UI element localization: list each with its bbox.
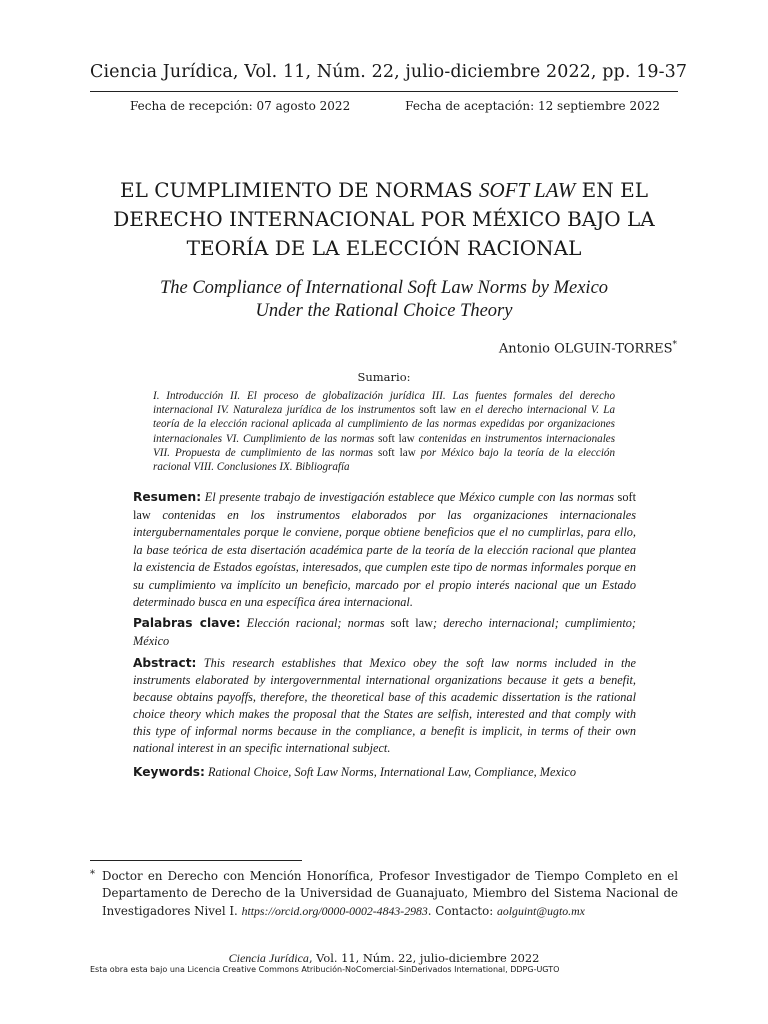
keywords-paragraph bbox=[133, 764, 636, 782]
author-first-name: Antonio bbox=[498, 341, 555, 357]
title-italic-soft-law: SOFT LAW bbox=[479, 178, 576, 202]
sumario-text: en el derecho internacional V. La teoría de la elección racional aplicada al cumplimiento de las normas expedidas por organizaciones internacionales VI. Cumplimiento de las normas bbox=[153, 404, 615, 445]
author-footnote bbox=[90, 868, 678, 920]
footer-citation-details: , Vol. 11, Núm. 22, julio-diciembre 2022 bbox=[308, 951, 540, 965]
sumario-text: contenidas en instrumentos internacionales VII. Propuesta de cumplimiento de las normas bbox=[153, 432, 616, 459]
article-subtitle-english bbox=[120, 277, 648, 323]
author-footnote-mark: * bbox=[672, 340, 677, 350]
footnote-text: Doctor en Derecho con Mención Honorífica, Profesor Investigador de Tiempo Completo en el Departamento de Derecho de la Universidad de Guanajuato, Miembro del Sistema Nacional de Investigadores Nivel I. bbox=[102, 869, 678, 918]
author-last-name: OLGUIN-TORRES bbox=[554, 341, 673, 357]
sumario-heading: Sumario: bbox=[357, 370, 411, 384]
sumario-soft-law: soft law bbox=[419, 404, 457, 417]
footer-citation bbox=[0, 951, 768, 966]
article-title bbox=[100, 176, 668, 263]
resumen-soft-law: soft law bbox=[133, 490, 636, 522]
received-date: Fecha de recepción: 07 agosto 2022 bbox=[130, 99, 351, 113]
orcid-link[interactable]: https://orcid.org/0000-0002-4843-2983 bbox=[241, 903, 428, 918]
palabras-clave-label: Palabras clave: bbox=[133, 616, 241, 630]
sumario-contents bbox=[153, 389, 615, 474]
article-dates bbox=[130, 99, 660, 113]
title-text-2: EN EL DERECHO INTERNACIONAL POR MÉXICO BAJO LA TEORÍA DE LA ELECCIÓN RACIONAL bbox=[113, 178, 655, 260]
resumen-text: contenidas en los instrumentos elaborados por las organizaciones internacionales intergubernamentales porque le conviene, porque obtiene beneficios que el no cumplirlas, para ello, la base teórica de esta disertación académica parte de la teoría de la elección racional que plantea la existencia de Estados egoístas, interesados, que cumplen este tipo de normas informales porque en su cumplimiento va implícito un beneficio, marcado por el propio interés nacional que un Estado determinado busca en una específica área internacional. bbox=[133, 507, 636, 609]
palabras-clave-soft-law: soft law bbox=[390, 616, 433, 630]
footnote-mark: * bbox=[90, 869, 95, 880]
title-text-1: EL CUMPLIMIENTO DE NORMAS bbox=[120, 178, 480, 202]
author-name bbox=[499, 340, 677, 356]
subtitle-line-1: The Compliance of International Soft Law Norms by Mexico bbox=[159, 278, 609, 298]
palabras-clave-text: ; derecho internacional; cumplimiento; México bbox=[133, 616, 636, 648]
footnote-contact-label: . Contacto: bbox=[427, 903, 497, 918]
palabras-clave-text: Elección racional; normas bbox=[240, 616, 391, 630]
palabras-clave-paragraph bbox=[133, 615, 636, 650]
accepted-date: Fecha de aceptación: 12 septiembre 2022 bbox=[405, 99, 660, 113]
keywords-label: Keywords: bbox=[133, 765, 205, 779]
footer-journal-name: Ciencia Jurídica bbox=[228, 951, 309, 965]
license-notice: Esta obra esta bajo una Licencia Creative Commons Atribución-NoComercial-SinDerivados International, DDPG-UGTO bbox=[90, 965, 560, 974]
abstract-text: This research establishes that Mexico obey the soft law norms included in the instruments elaborated by intergovernmental international organizations because it gets a benefit, because obtains payoffs, therefore, the theoretical base of this academic dissertation is the rational choice theory which makes the proposal that the States are selfish, interested and that comply with this type of informal norms because in the compliance, a benefit is implicit, in terms of their own national interest in an specific international subject. bbox=[133, 656, 636, 755]
sumario-text: I. Introducción II. El proceso de globalización jurídica III. Las fuentes formales del derecho internacional IV. Naturaleza jurídica de los instrumentos bbox=[153, 390, 615, 417]
header-rule bbox=[90, 91, 678, 92]
abstract-paragraph bbox=[133, 655, 636, 756]
subtitle-line-2: Under the Rational Choice Theory bbox=[255, 301, 513, 321]
resumen-paragraph bbox=[133, 489, 636, 612]
sumario-soft-law: soft law bbox=[378, 432, 415, 445]
resumen-text: El presente trabajo de investigación establece que México cumple con las normas bbox=[201, 490, 618, 504]
keywords-text: Rational Choice, Soft Law Norms, International Law, Compliance, Mexico bbox=[204, 765, 576, 779]
footnote-rule bbox=[90, 860, 302, 861]
journal-citation-header: Ciencia Jurídica, Vol. 11, Núm. 22, julio-diciembre 2022, pp. 19-37 bbox=[90, 62, 688, 82]
sumario-soft-law: soft law bbox=[378, 446, 416, 459]
email-link[interactable]: aolguint@ugto.mx bbox=[496, 903, 585, 918]
abstract-label: Abstract: bbox=[133, 656, 197, 670]
sumario-text: por México bajo la teoría de la elección racional VIII. Conclusiones IX. Bibliografía bbox=[153, 446, 615, 474]
resumen-label: Resumen: bbox=[133, 490, 202, 504]
